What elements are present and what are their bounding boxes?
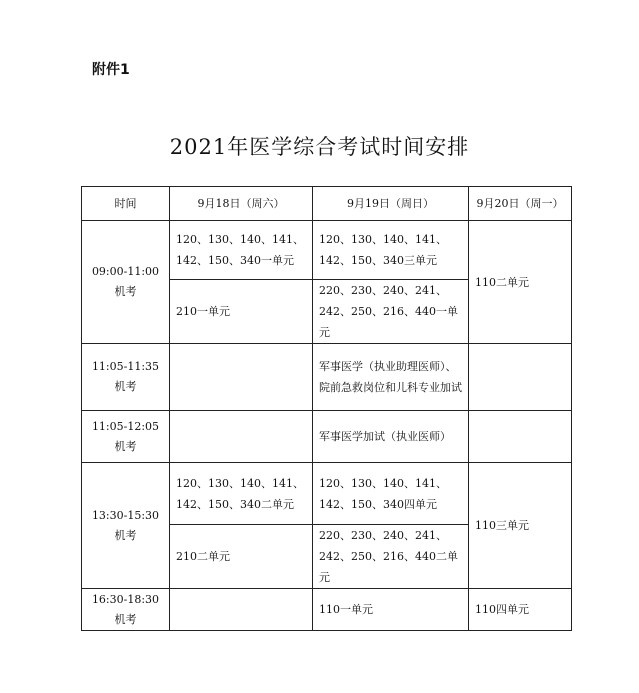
sat-cell bbox=[170, 344, 313, 411]
time-cell bbox=[82, 463, 170, 589]
header-time: 时间 bbox=[82, 187, 170, 221]
mon-cell: 110三单元 bbox=[469, 463, 572, 589]
page-title: 2021年医学综合考试时间安排 bbox=[169, 135, 470, 159]
time-cell bbox=[82, 344, 170, 411]
time-cell bbox=[82, 221, 170, 344]
sat-cell: 120、130、140、141、142、150、340二单元 bbox=[170, 463, 313, 525]
table-row bbox=[82, 221, 572, 280]
header-sep19: 9月19日（周日） bbox=[313, 187, 469, 221]
sat-cell: 120、130、140、141、142、150、340一单元 bbox=[170, 221, 313, 280]
sun-cell: 120、130、140、141、142、150、340三单元 bbox=[313, 221, 469, 280]
table-row bbox=[82, 463, 572, 525]
table-header-row bbox=[82, 187, 572, 221]
mon-cell bbox=[469, 411, 572, 463]
mon-cell: 110二单元 bbox=[469, 221, 572, 344]
exam-mode: 机考 bbox=[114, 285, 137, 298]
time-range: 11:05-11:35 bbox=[91, 360, 160, 373]
sun-cell: 220、230、240、241、242、250、216、440二单元 bbox=[313, 525, 469, 589]
exam-schedule-table bbox=[81, 186, 572, 631]
table-row bbox=[82, 344, 572, 411]
time-range: 11:05-12:05 bbox=[91, 419, 160, 433]
exam-mode: 机考 bbox=[114, 380, 137, 393]
sun-cell: 220、230、240、241、242、250、216、440一单元 bbox=[313, 280, 469, 344]
table-row bbox=[82, 589, 572, 631]
sun-cell: 军事医学加试（执业医师） bbox=[313, 411, 469, 463]
exam-mode: 机考 bbox=[114, 528, 137, 542]
sun-cell: 120、130、140、141、142、150、340四单元 bbox=[313, 463, 469, 525]
attachment-label: 附件1 bbox=[92, 62, 130, 78]
header-sep20: 9月20日（周一） bbox=[469, 187, 572, 221]
time-cell bbox=[82, 589, 170, 631]
sun-cell: 110一单元 bbox=[313, 589, 469, 631]
sun-cell: 军事医学（执业助理医师）、院前急救岗位和儿科专业加试 bbox=[313, 344, 469, 411]
sat-cell bbox=[170, 411, 313, 463]
sat-cell: 210一单元 bbox=[170, 280, 313, 344]
time-cell bbox=[82, 411, 170, 463]
sat-cell bbox=[170, 589, 313, 631]
time-range: 16:30-18:30 bbox=[91, 592, 160, 606]
mon-cell: 110四单元 bbox=[469, 589, 572, 631]
header-sep18: 9月18日（周六） bbox=[170, 187, 313, 221]
time-range: 09:00-11:00 bbox=[91, 265, 160, 278]
sat-cell: 210二单元 bbox=[170, 525, 313, 589]
exam-mode: 机考 bbox=[114, 612, 137, 626]
table-row bbox=[82, 411, 572, 463]
mon-cell bbox=[469, 344, 572, 411]
exam-mode: 机考 bbox=[114, 439, 137, 453]
time-range: 13:30-15:30 bbox=[91, 508, 160, 522]
